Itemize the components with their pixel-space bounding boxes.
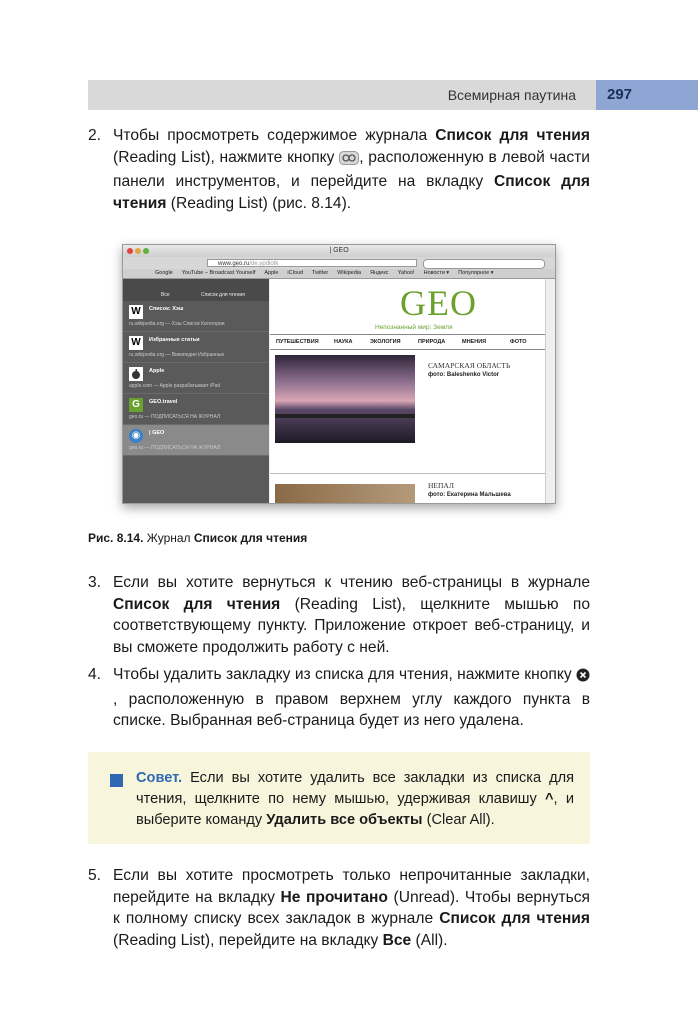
reading-list-item[interactable]: W Избранные статьи ru.wikipedia.org — Википедия Избранные <box>123 332 269 363</box>
scrollbar[interactable] <box>545 279 555 503</box>
reading-list-item[interactable]: Apple apple.com — Apple разрабатывает iPad <box>123 363 269 394</box>
step-number: 5. <box>88 867 102 884</box>
minimize-icon[interactable] <box>135 248 141 254</box>
article-title[interactable]: САМАРСКАЯ ОБЛАСТЬ <box>428 361 511 370</box>
geo-icon: G <box>129 398 143 412</box>
tip-marker <box>110 774 123 787</box>
site-slogan: Непознанный мир: Земля <box>375 324 453 331</box>
bookmark[interactable]: Популярное ▾ <box>458 270 494 276</box>
nav-item[interactable]: ПРИРОДА <box>418 339 446 345</box>
page-number: 297 <box>596 80 698 110</box>
tab-all[interactable]: Все <box>161 292 170 298</box>
step-number: 2. <box>88 127 102 144</box>
bookmark[interactable]: Yahoo! <box>397 270 415 276</box>
bookmark[interactable]: Новости ▾ <box>423 270 450 276</box>
photo-bridge <box>275 414 415 418</box>
article-credit: фото: Екатерина Мальшева <box>428 492 511 498</box>
window-titlebar <box>123 245 555 257</box>
nav-item[interactable]: ПУТЕШЕСТВИЯ <box>276 339 319 345</box>
control-key-icon: ^ <box>545 791 554 807</box>
bookmark[interactable]: YouTube – Broadcast Yourself <box>181 270 256 276</box>
apple-icon <box>129 367 143 381</box>
article-photo[interactable] <box>275 484 415 503</box>
window-title: | GEO <box>329 247 349 254</box>
bookmark[interactable]: Apple <box>264 270 279 276</box>
wikipedia-icon: W <box>129 305 143 319</box>
section-title: Всемирная паутина <box>447 87 576 103</box>
step-number: 3. <box>88 574 102 591</box>
zoom-icon[interactable] <box>143 248 149 254</box>
address-bar[interactable]: www.geo.ru/de.ypdiotk <box>207 259 417 267</box>
step-4 <box>88 664 590 732</box>
step-number: 4. <box>88 666 102 683</box>
header-bar <box>88 80 596 110</box>
tab-reading-list[interactable]: Список для чтения <box>201 292 245 298</box>
reading-list-sidebar <box>123 279 269 503</box>
bookmark[interactable]: iCloud <box>287 270 304 276</box>
step-text: Чтобы просмотреть содержимое журнала Список для чтения (Reading List), нажмите кнопку , расположенную в левой части панели инструментов, и перейдите на вкладку Список для чтения (Reading List) (рис. 8.14). <box>113 127 591 212</box>
step-5 <box>88 865 590 951</box>
reading-list-icon <box>339 150 359 172</box>
wikipedia-icon: W <box>129 336 143 350</box>
reading-list-item[interactable]: W Список: Хэш ru.wikipedia.org — Хэш Список Категории <box>123 301 269 332</box>
browser-toolbar <box>123 257 555 269</box>
browser-screenshot <box>122 244 556 504</box>
nav-item[interactable]: ЭКОЛОГИЯ <box>370 339 401 345</box>
bookmark[interactable]: Google <box>155 270 173 276</box>
step-text: Если вы хотите просмотреть только непрочитанные закладки, перейдите на вкладку Не прочитано (Unread). Чтобы вернуться к полному списку всех закладок в журнале Список для чтения (Reading List), перейдите на вкладку Все (All). <box>113 867 590 949</box>
running-header <box>88 80 698 110</box>
search-field[interactable] <box>423 259 545 269</box>
step-text: Чтобы удалить закладку из списка для чтения, нажмите кнопку , расположенную в правом верхнем углу каждого пункта в списке. Выбранная веб-страница будет из него удалена. <box>113 666 590 729</box>
web-page <box>270 279 546 503</box>
step-3 <box>88 572 590 658</box>
divider <box>270 473 546 474</box>
close-icon[interactable] <box>127 248 133 254</box>
tip-text: Совет. Если вы хотите удалить все закладки из списка для чтения, щелкните по нему мышью, удерживая клавишу ^, и выберите команду Удалить все объекты (Clear All). <box>136 770 574 828</box>
reading-list-item-selected[interactable]: ◉ | GEO geo.ru — ПОДПИСАТЬСЯ НА ЖУРНАЛ <box>123 425 269 456</box>
nav-item[interactable]: НАУКА <box>334 339 353 345</box>
article-credit: фото: Baleshenko Victor <box>428 372 500 378</box>
bookmark[interactable]: Яндекс <box>370 270 389 276</box>
figure-caption: Рис. 8.14. Журнал Список для чтения <box>88 531 308 545</box>
nav-item[interactable]: ФОТО <box>510 339 527 345</box>
nav-item[interactable]: МНЕНИЯ <box>462 339 487 345</box>
tip-box <box>88 752 590 844</box>
geo-logo: GEO <box>400 283 477 323</box>
reading-list-item[interactable]: G GEO.travel geo.ru — ПОДПИСАТЬСЯ НА ЖУРНАЛ <box>123 394 269 425</box>
article-photo[interactable] <box>275 355 415 443</box>
delete-icon <box>576 667 590 689</box>
step-2 <box>88 125 590 214</box>
bookmark[interactable]: Twitter <box>312 270 329 276</box>
sidebar-tabs <box>123 279 269 301</box>
article-title[interactable]: НЕПАЛ <box>428 481 454 490</box>
globe-icon: ◉ <box>129 429 143 443</box>
step-text: Если вы хотите вернуться к чтению веб-страницы в журнале Список для чтения (Reading List), щелкните мышью по соответствующему пункту. Приложение откроет веб-страницу, и вы сможете продолжить работу с ней. <box>113 574 590 656</box>
site-nav <box>270 334 546 350</box>
bookmark[interactable]: Wikipedia <box>337 270 362 276</box>
bookmarks-bar <box>123 269 555 279</box>
